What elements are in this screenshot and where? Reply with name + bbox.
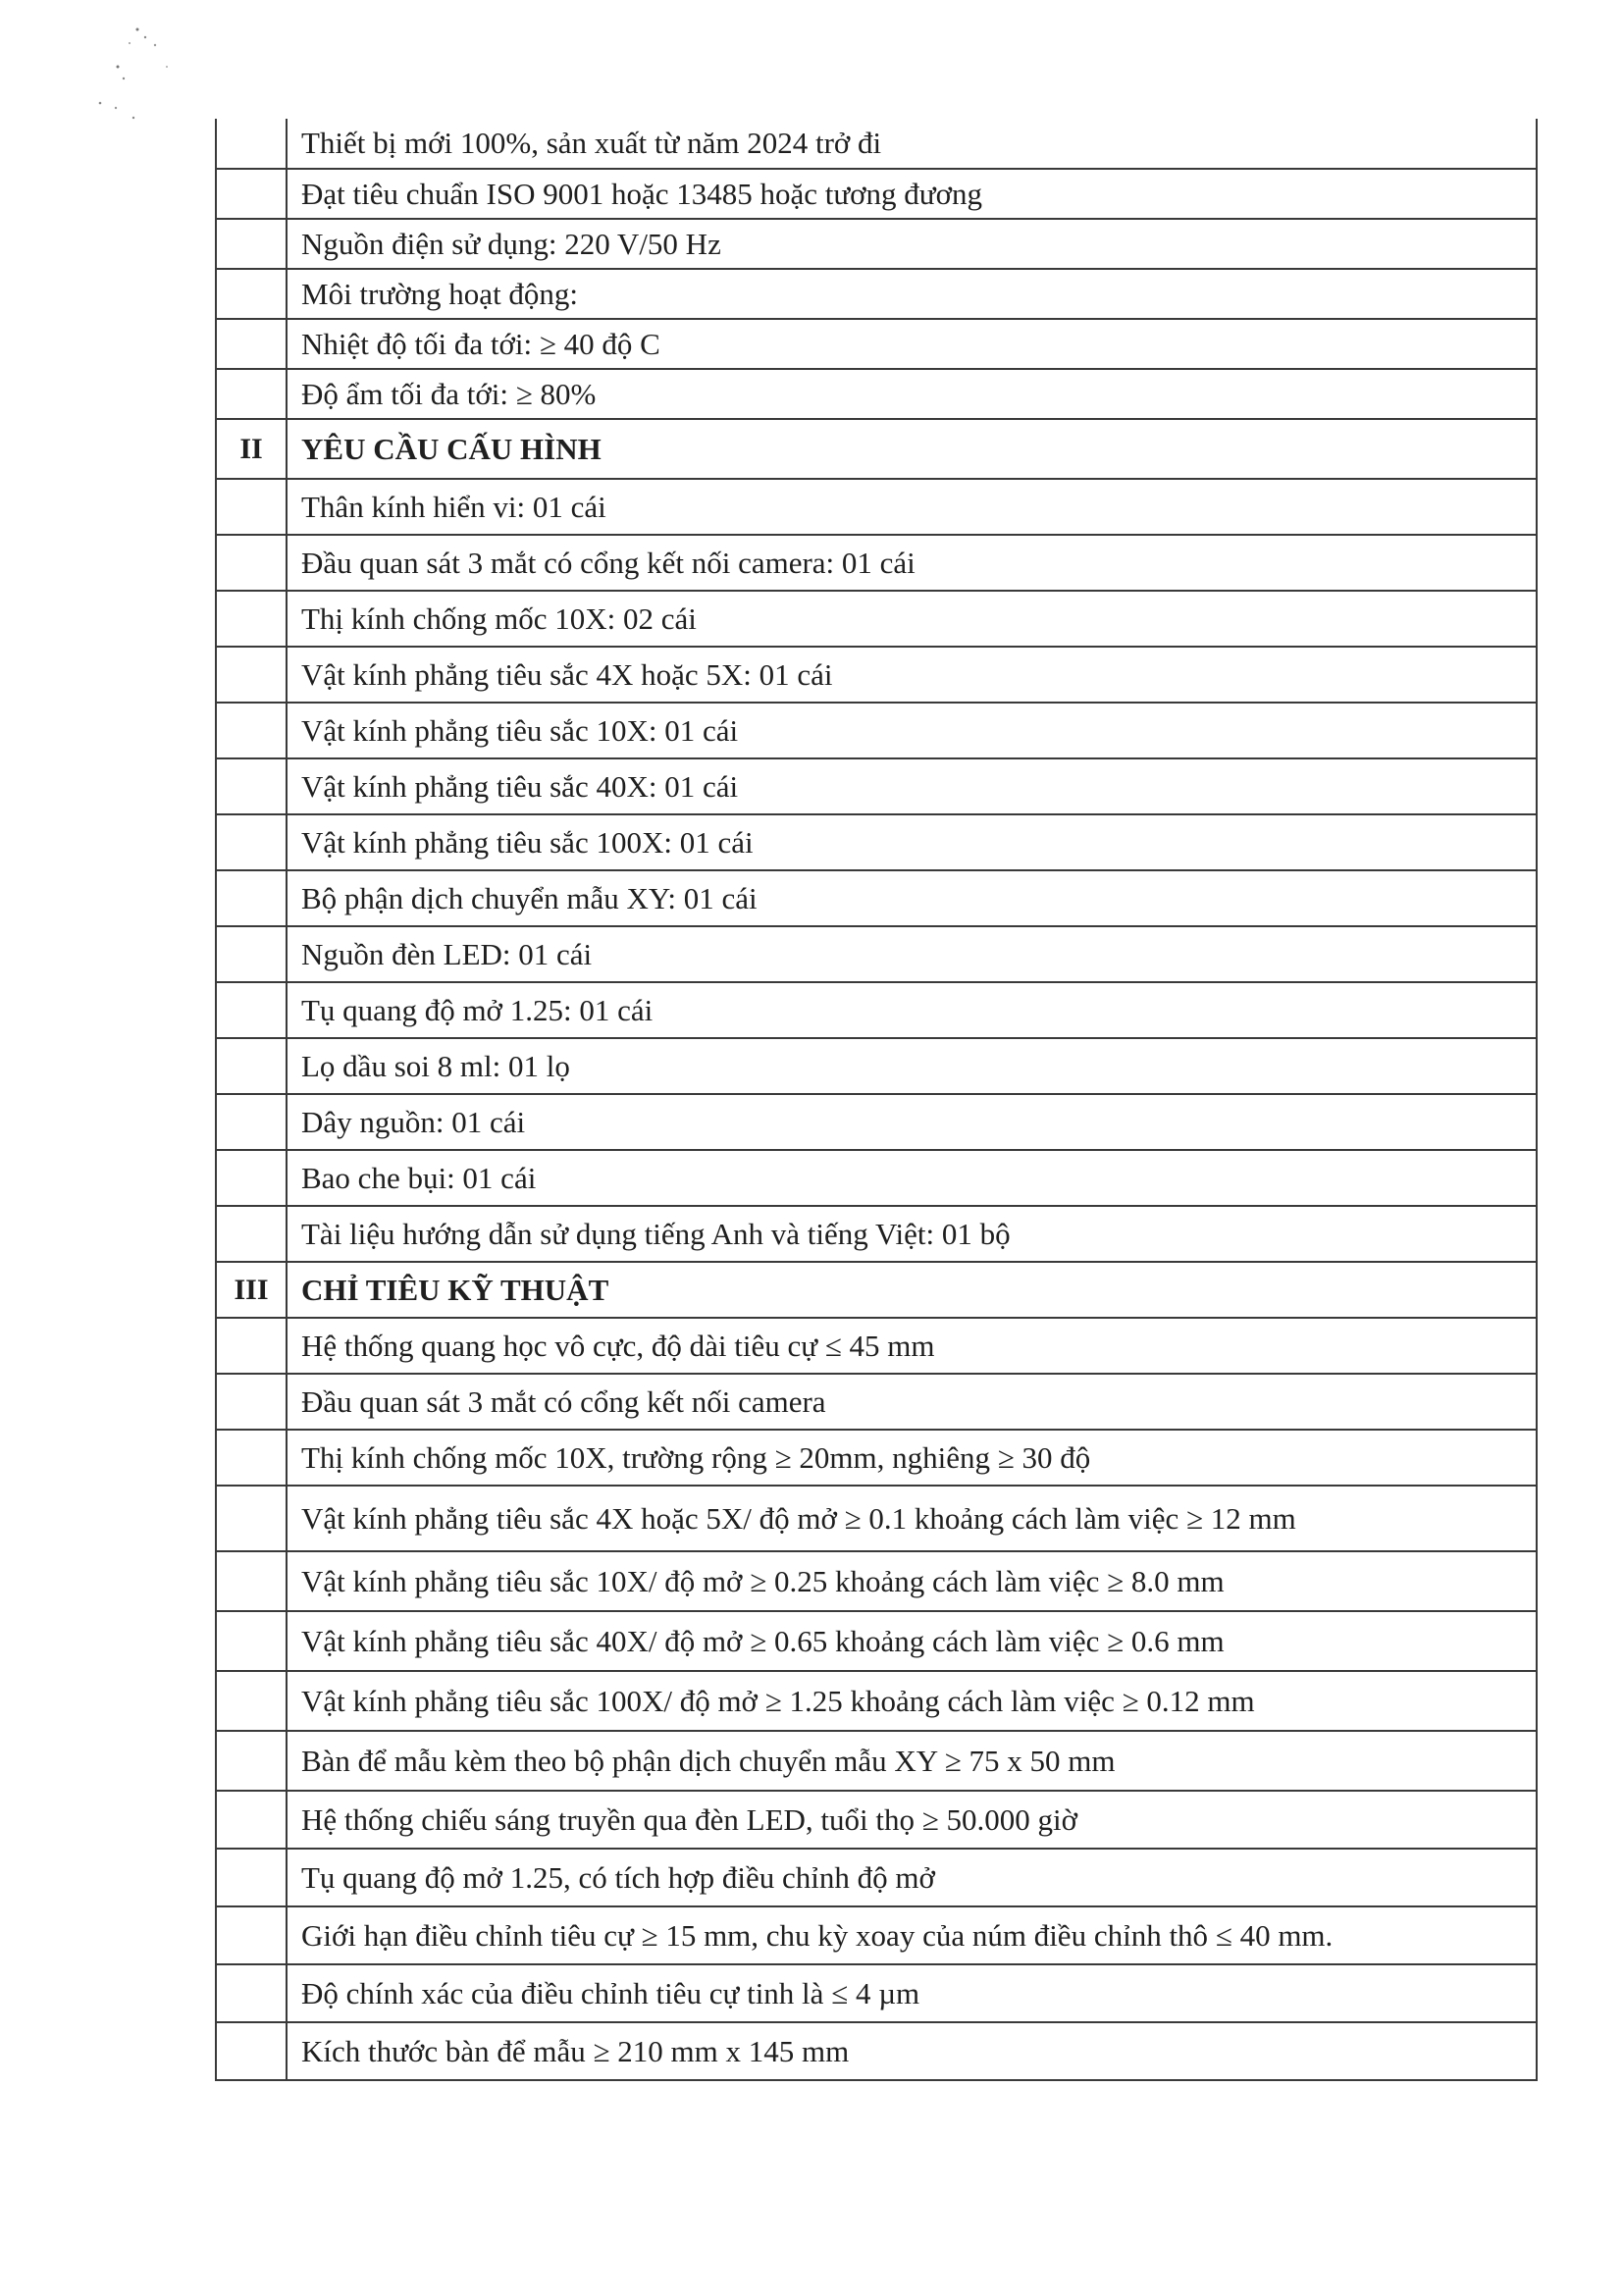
table-row xyxy=(216,319,1537,369)
table-row xyxy=(216,1791,1537,1849)
requirement-text: Thị kính chống mốc 10X: 02 cái xyxy=(287,591,1537,647)
row-number-cell xyxy=(216,535,287,591)
requirement-text: Vật kính phẳng tiêu sắc 10X/ độ mở ≥ 0.25 khoảng cách làm việc ≥ 8.0 mm xyxy=(287,1551,1537,1611)
table-row xyxy=(216,1374,1537,1430)
section-header-row xyxy=(216,1262,1537,1318)
requirement-text: Vật kính phẳng tiêu sắc 40X: 01 cái xyxy=(287,758,1537,814)
row-number-cell xyxy=(216,369,287,419)
requirement-text: Giới hạn điều chỉnh tiêu cự ≥ 15 mm, chu kỳ xoay của núm điều chỉnh thô ≤ 40 mm. xyxy=(287,1906,1537,1964)
row-number-cell xyxy=(216,758,287,814)
row-number-cell xyxy=(216,926,287,982)
requirement-text: Thân kính hiển vi: 01 cái xyxy=(287,479,1537,535)
requirement-text: Độ ẩm tối đa tới: ≥ 80% xyxy=(287,369,1537,419)
row-number-cell xyxy=(216,1318,287,1374)
row-number-cell xyxy=(216,1731,287,1791)
table-row xyxy=(216,1318,1537,1374)
requirement-text: Nguồn đèn LED: 01 cái xyxy=(287,926,1537,982)
requirement-text: Hệ thống chiếu sáng truyền qua đèn LED, tuổi thọ ≥ 50.000 giờ xyxy=(287,1791,1537,1849)
table-row xyxy=(216,870,1537,926)
row-number-cell xyxy=(216,1486,287,1551)
table-row xyxy=(216,1906,1537,1964)
requirement-text: Hệ thống quang học vô cực, độ dài tiêu cự ≤ 45 mm xyxy=(287,1318,1537,1374)
row-number-cell xyxy=(216,1094,287,1150)
table-row xyxy=(216,1849,1537,1906)
table-row xyxy=(216,1486,1537,1551)
section-title: YÊU CẦU CẤU HÌNH xyxy=(287,419,1537,479)
row-number-cell xyxy=(216,479,287,535)
requirement-text: Bộ phận dịch chuyển mẫu XY: 01 cái xyxy=(287,870,1537,926)
table-row xyxy=(216,479,1537,535)
section-header-row xyxy=(216,419,1537,479)
table-row xyxy=(216,1038,1537,1094)
requirement-text: Đạt tiêu chuẩn ISO 9001 hoặc 13485 hoặc tương đương xyxy=(287,169,1537,219)
specification-table-body xyxy=(216,119,1537,2080)
row-number-cell xyxy=(216,2022,287,2080)
row-number-cell xyxy=(216,119,287,169)
table-row xyxy=(216,1094,1537,1150)
row-number-cell xyxy=(216,1430,287,1486)
row-number-cell xyxy=(216,1671,287,1731)
table-row xyxy=(216,1671,1537,1731)
requirement-text: Tài liệu hướng dẫn sử dụng tiếng Anh và tiếng Việt: 01 bộ xyxy=(287,1206,1537,1262)
row-number-cell xyxy=(216,1906,287,1964)
row-number-cell xyxy=(216,1551,287,1611)
requirement-text: Tụ quang độ mở 1.25, có tích hợp điều chỉnh độ mở xyxy=(287,1849,1537,1906)
table-row xyxy=(216,119,1537,169)
table-row xyxy=(216,926,1537,982)
table-row xyxy=(216,982,1537,1038)
row-number-cell xyxy=(216,982,287,1038)
requirement-text: Độ chính xác của điều chỉnh tiêu cự tinh là ≤ 4 µm xyxy=(287,1964,1537,2022)
requirement-text: Đầu quan sát 3 mắt có cổng kết nối camera xyxy=(287,1374,1537,1430)
section-number: III xyxy=(216,1262,287,1318)
requirement-text: Vật kính phẳng tiêu sắc 100X: 01 cái xyxy=(287,814,1537,870)
requirement-text: Vật kính phẳng tiêu sắc 100X/ độ mở ≥ 1.25 khoảng cách làm việc ≥ 0.12 mm xyxy=(287,1671,1537,1731)
requirement-text: Dây nguồn: 01 cái xyxy=(287,1094,1537,1150)
table-row xyxy=(216,169,1537,219)
table-row xyxy=(216,814,1537,870)
table-row xyxy=(216,1964,1537,2022)
table-row xyxy=(216,703,1537,758)
requirement-text: Đầu quan sát 3 mắt có cổng kết nối camera: 01 cái xyxy=(287,535,1537,591)
requirement-text: Kích thước bàn để mẫu ≥ 210 mm x 145 mm xyxy=(287,2022,1537,2080)
row-number-cell xyxy=(216,647,287,703)
scan-speckles xyxy=(39,10,196,137)
row-number-cell xyxy=(216,1038,287,1094)
table-row xyxy=(216,1150,1537,1206)
row-number-cell xyxy=(216,1150,287,1206)
table-row xyxy=(216,1731,1537,1791)
table-row xyxy=(216,1611,1537,1671)
table-row xyxy=(216,269,1537,319)
table-row xyxy=(216,2022,1537,2080)
row-number-cell xyxy=(216,591,287,647)
requirement-text: Nguồn điện sử dụng: 220 V/50 Hz xyxy=(287,219,1537,269)
row-number-cell xyxy=(216,269,287,319)
table-row xyxy=(216,758,1537,814)
requirement-text: Tụ quang độ mở 1.25: 01 cái xyxy=(287,982,1537,1038)
requirement-text: Vật kính phẳng tiêu sắc 4X hoặc 5X: 01 cái xyxy=(287,647,1537,703)
row-number-cell xyxy=(216,870,287,926)
requirement-text: Thiết bị mới 100%, sản xuất từ năm 2024 trở đi xyxy=(287,119,1537,169)
section-number: II xyxy=(216,419,287,479)
table-row xyxy=(216,1430,1537,1486)
requirement-text: Lọ dầu soi 8 ml: 01 lọ xyxy=(287,1038,1537,1094)
requirement-text: Môi trường hoạt động: xyxy=(287,269,1537,319)
table-row xyxy=(216,369,1537,419)
requirement-text: Bàn để mẫu kèm theo bộ phận dịch chuyển mẫu XY ≥ 75 x 50 mm xyxy=(287,1731,1537,1791)
row-number-cell xyxy=(216,814,287,870)
row-number-cell xyxy=(216,1611,287,1671)
row-number-cell xyxy=(216,219,287,269)
row-number-cell xyxy=(216,1791,287,1849)
row-number-cell xyxy=(216,1964,287,2022)
row-number-cell xyxy=(216,1206,287,1262)
table-row xyxy=(216,535,1537,591)
requirement-text: Bao che bụi: 01 cái xyxy=(287,1150,1537,1206)
row-number-cell xyxy=(216,703,287,758)
table-row xyxy=(216,591,1537,647)
table-row xyxy=(216,1206,1537,1262)
requirement-text: Thị kính chống mốc 10X, trường rộng ≥ 20mm, nghiêng ≥ 30 độ xyxy=(287,1430,1537,1486)
table-row xyxy=(216,647,1537,703)
specification-table xyxy=(215,119,1538,2081)
table-row xyxy=(216,1551,1537,1611)
row-number-cell xyxy=(216,319,287,369)
section-title: CHỈ TIÊU KỸ THUẬT xyxy=(287,1262,1537,1318)
table-row xyxy=(216,219,1537,269)
requirement-text: Vật kính phẳng tiêu sắc 40X/ độ mở ≥ 0.65 khoảng cách làm việc ≥ 0.6 mm xyxy=(287,1611,1537,1671)
requirement-text: Nhiệt độ tối đa tới: ≥ 40 độ C xyxy=(287,319,1537,369)
requirement-text: Vật kính phẳng tiêu sắc 4X hoặc 5X/ độ mở ≥ 0.1 khoảng cách làm việc ≥ 12 mm xyxy=(287,1486,1537,1551)
requirement-text: Vật kính phẳng tiêu sắc 10X: 01 cái xyxy=(287,703,1537,758)
row-number-cell xyxy=(216,1849,287,1906)
row-number-cell xyxy=(216,1374,287,1430)
row-number-cell xyxy=(216,169,287,219)
